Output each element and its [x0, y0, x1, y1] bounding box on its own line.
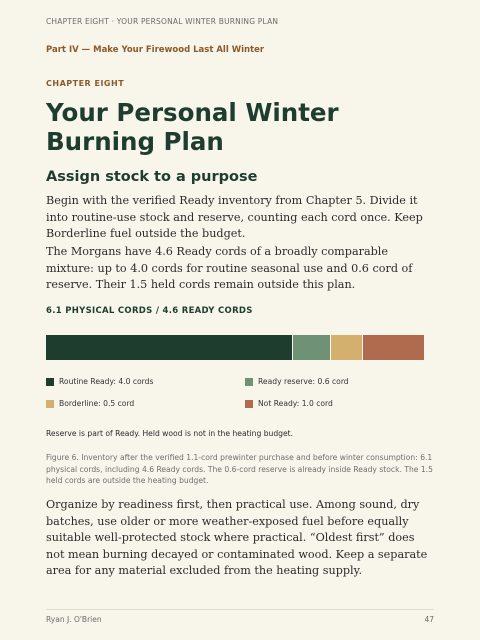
running-head: CHAPTER EIGHT · YOUR PERSONAL WINTER BURNING PLAN: [46, 17, 279, 26]
body-paragraph: The Morgans have 4.6 Ready cords of a broadly comparable mixture: up to 4.0 cords for routine seasonal use and 0.6 cord of reserve. Their 1.5 held cords remain outside this plan.: [46, 245, 413, 291]
stock-stacked-bar: [46, 335, 424, 360]
legend-label: Routine Ready: 4.0 cords: [59, 377, 154, 386]
legend-item: [245, 399, 333, 408]
legend-item: [46, 399, 134, 408]
bar-segment: [293, 335, 330, 360]
legend-item: [245, 377, 349, 386]
legend-swatch: [245, 378, 253, 386]
body-paragraph: Organize by readiness first, then practical use. Among sound, dry batches, use older or more weather-exposed fuel before equally suitable well-protected stock where practical. “Oldest first” does not mean burning decayed or contaminated wood. Keep a separate area for any material excluded from the heating supply.: [46, 498, 428, 577]
legend-swatch: [46, 400, 54, 408]
chapter-title: Your Personal Winter Burning Plan: [46, 98, 339, 156]
chapter-label: CHAPTER EIGHT: [46, 79, 125, 88]
page-number: 47: [424, 615, 434, 624]
legend-item: [46, 377, 153, 386]
figure-caption: Figure 6. Inventory after the verified 1.1-cord prewinter purchase and before winter consumption: 6.1 physical cords, including 4.6 Ready cords. The 0.6-cord reserve is already inside Ready stock. The 1.5 held cords are outside the heating budget.: [46, 453, 433, 485]
bar-segment: [363, 335, 424, 360]
legend-swatch: [46, 378, 54, 386]
part-line: Part IV — Make Your Firewood Last All Winter: [46, 45, 265, 55]
footer-divider: [46, 609, 434, 610]
legend-label: Borderline: 0.5 cord: [59, 399, 135, 408]
section-heading: Assign stock to a purpose: [46, 169, 258, 185]
stock-chart-heading: 6.1 PHYSICAL CORDS / 4.6 READY CORDS: [46, 306, 253, 316]
reserve-note: Reserve is part of Ready. Held wood is not in the heating budget.: [46, 429, 294, 438]
bar-segment: [46, 335, 292, 360]
legend-label: Ready reserve: 0.6 cord: [258, 377, 349, 386]
legend-label: Not Ready: 1.0 cord: [258, 399, 333, 408]
body-paragraph: Begin with the verified Ready inventory from Chapter 5. Divide it into routine-use stock and reserve, counting each cord once. Keep Borderline fuel outside the budget.: [46, 194, 423, 240]
legend-swatch: [245, 400, 253, 408]
book-page: [46, 0, 434, 640]
bar-segment: [331, 335, 362, 360]
footer-author: Ryan J. O'Brien: [46, 615, 102, 624]
